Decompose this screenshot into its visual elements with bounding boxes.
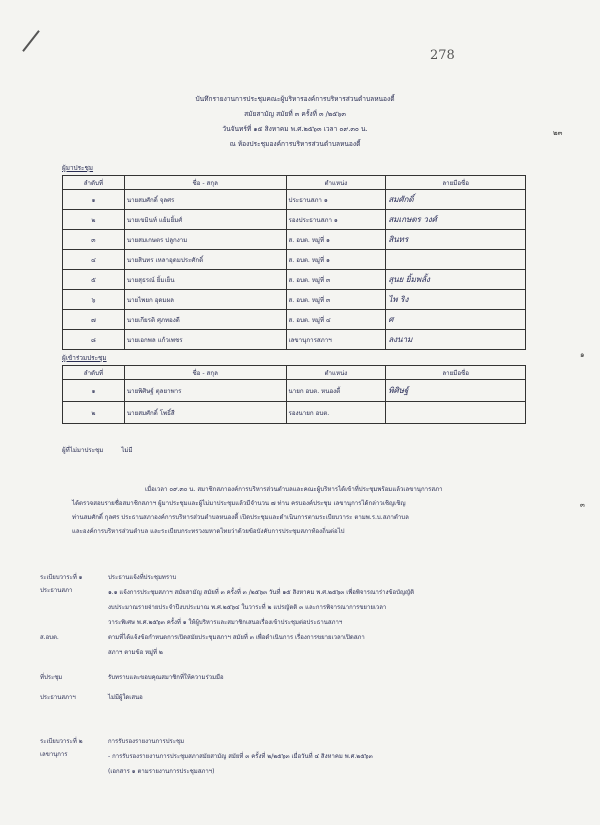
agenda-body-5: ตามที่ได้แจ้งข้อกำหนดการเปิดสมัยประชุมสภาฯ สมัยที่ ๓ เพื่อดำเนินการ เรื่องการขยายเวลาเปิดสภา: [108, 634, 365, 641]
col-header-position: ตำแหน่ง: [286, 366, 386, 380]
row-signature: ลงนาม: [386, 330, 526, 350]
row-position: รองนายก อบต.: [286, 402, 386, 424]
opening-line-3: ท่านสมศักดิ์ กุลศร ประธานสภาองค์การบริหารส่วนตำบลหนองตี้ เปิดประชุมและดำเนินการตามระเบียบวาระ ตามพ.ร.บ.สภาตำบล: [72, 514, 409, 521]
table-row: [63, 310, 526, 330]
row-signature: สินทร: [386, 230, 526, 250]
table-row: [63, 330, 526, 350]
row-signature: [386, 402, 526, 424]
agenda-left-9: ระเบียบวาระที่ ๒: [40, 738, 83, 745]
row-position: รองประธานสภา ๑: [286, 210, 386, 230]
agenda-body-9: การรับรองรายงานการประชุม: [108, 738, 185, 745]
row-signature: สุนย ยิ้มพลั้ง: [386, 270, 526, 290]
col-header-position: ตำแหน่ง: [286, 176, 386, 190]
row-no: ๗: [63, 310, 125, 330]
row-position: ส. อบต. หมู่ที่ ๓: [286, 270, 386, 290]
row-name: นายสมศักดิ์ จุลศร: [124, 190, 286, 210]
doc-title-line1: บันทึกรายงานการประชุมคณะผู้บริหารองค์การบริหารส่วนตำบลหนองตี้: [195, 95, 395, 103]
row-name: นายสมเกษตร ปลูกงาม: [124, 230, 286, 250]
row-signature: ไพ ริง: [386, 290, 526, 310]
absent-row: [62, 445, 133, 455]
table-row: [63, 190, 526, 210]
row-position: ส. อบต. หมู่ที่ ๓: [286, 290, 386, 310]
absent-value: ไม่มี: [121, 447, 133, 454]
table-row: [63, 230, 526, 250]
row-no: ๓: [63, 230, 125, 250]
doc-title-line4: ณ ห้องประชุมองค์การบริหารส่วนตำบลหนองตี้: [229, 140, 361, 148]
opening-line-2: ได้ตรวจสอบรายชื่อสมาชิกสภาฯ ผู้มาประชุมและผู้ไม่มาประชุมแล้วมีจำนวน ๗ ท่าน ครบองค์ประชุม เลขานุการได้กล่าวเชิญเชิญ: [72, 500, 406, 507]
agenda-left-1: ระเบียบวาระที่ ๑: [40, 574, 83, 581]
row-position: ส. อบต. หมู่ที่ ๔: [286, 310, 386, 330]
participants-header-row: [63, 366, 526, 380]
attendees-label: ผู้มาประชุม: [62, 164, 94, 172]
opening-line-1: เมื่อเวลา ๐๙.๓๐ น. สมาชิกสภาองค์การบริหารส่วนตำบลและคณะผู้บริหารได้เข้าที่ประชุมพร้อมแล้วเลขานุการสภา: [145, 486, 443, 493]
agenda-body-11: (เอกสาร ๑ ตามรายงานการประชุมสภาฯ): [108, 768, 215, 775]
agenda-body-2: ๑.๑ แจ้งการประชุมสภาฯ สมัยสามัญ สมัยที่ ๓ ครั้งที่ ๓ /๒๕๖๓ วันที่ ๑๕ สิงหาคม พ.ศ.๒๕๖๓ เพื่อพิจารณาร่างข้อบัญญัติ: [108, 589, 415, 596]
edge-mark-mid: ๑: [580, 351, 585, 359]
agenda-left2-9: เลขานุการ: [40, 751, 68, 758]
doc-title-line2: สมัยสามัญ สมัยที่ ๓ ครั้งที่ ๓ /๒๕๖๓: [244, 110, 346, 118]
row-position: ส. อบต. หมู่ที่ ๑: [286, 250, 386, 270]
table-row: [63, 210, 526, 230]
pen-stroke-mark: [22, 30, 40, 52]
table-row: [63, 380, 526, 402]
row-name: นายเกียรติ ศุภทองดี: [124, 310, 286, 330]
row-position: เลขานุการสภาฯ: [286, 330, 386, 350]
agenda-body-6: สภาฯ ตามข้อ หมู่ที่ ๒: [108, 649, 163, 656]
row-position: นายก อบต. หนองตี้: [286, 380, 386, 402]
edge-mark-low: ๓: [580, 501, 585, 509]
row-no: ๒: [63, 210, 125, 230]
row-no: ๑: [63, 190, 125, 210]
agenda-left2-5: ส.อบต.: [40, 634, 59, 641]
agenda-body-1: ประธานแจ้งที่ประชุมทราบ: [108, 574, 177, 581]
row-name: นายเอกพล แก้วเพชร: [124, 330, 286, 350]
agenda-body-4: วาระพิเศษ พ.ศ.๒๕๖๓ ครั้งที่ ๑ ให้ผู้บริหารและสมาชิกเสนอเรื่องเข้าประชุมต่อประธานสภาฯ: [108, 619, 343, 626]
row-position: ส. อบต. หมู่ที่ ๑: [286, 230, 386, 250]
attendees-table: [62, 175, 526, 350]
agenda-left2-7: ที่ประชุม: [40, 674, 63, 681]
agenda-body-7: รับทราบและขอบคุณสมาชิกที่ให้ความร่วมมือ: [108, 674, 224, 681]
row-name: นายเขมินท์ แย้มยิ้มศ์: [124, 210, 286, 230]
row-name: นายพิศิษฐ์ ตุลยาพาร: [124, 380, 286, 402]
row-name: นายไพยก อุดมผล: [124, 290, 286, 310]
row-no: ๕: [63, 270, 125, 290]
col-header-name: ชื่อ - สกุล: [124, 366, 286, 380]
edge-mark-top: ๒๓: [553, 129, 563, 137]
agenda-body-10: - การรับรองรายงานการประชุมสภาสมัยสามัญ สมัยที่ ๓ ครั้งที่ ๒/๒๕๖๓ เมื่อวันที่ ๔ สิงหาคม พ.ศ.๒๕๖๓: [108, 753, 373, 760]
row-signature: ศ: [386, 310, 526, 330]
row-no: ๘: [63, 330, 125, 350]
row-name: นายสมศักดิ์ โพธิ์สี: [124, 402, 286, 424]
row-no: ๑: [63, 380, 125, 402]
table-row: [63, 270, 526, 290]
col-header-no: ลำดับที่: [63, 366, 125, 380]
absent-label: ผู้ที่ไม่มาประชุม: [62, 447, 104, 454]
agenda-body-8: ไม่มีผู้ใดเสนอ: [108, 694, 143, 701]
table-row: [63, 402, 526, 424]
row-no: ๔: [63, 250, 125, 270]
row-signature: สมศักดิ์: [386, 190, 526, 210]
row-no: ๒: [63, 402, 125, 424]
row-signature: พิศิษฐ์: [386, 380, 526, 402]
row-name: นายสุธรณ์ ยิ้มเย็น: [124, 270, 286, 290]
agenda-left2-8: ประธานสภาฯ: [40, 694, 76, 701]
participants-table: [62, 365, 526, 424]
col-header-signature: ลายมือชื่อ: [386, 366, 526, 380]
row-signature: สมเกษตร วงศ์: [386, 210, 526, 230]
row-no: ๖: [63, 290, 125, 310]
table-row: [63, 290, 526, 310]
page-number: 278: [430, 48, 455, 63]
attendees-header-row: [63, 176, 526, 190]
row-position: ประธานสภา ๑: [286, 190, 386, 210]
col-header-no: ลำดับที่: [63, 176, 125, 190]
col-header-signature: ลายมือชื่อ: [386, 176, 526, 190]
opening-line-4: และองค์การบริหารส่วนตำบล และระเบียบกระทรวงมหาดไทยว่าด้วยข้อบังคับการประชุมสภาท้องถิ่นต่อไป: [72, 528, 345, 535]
col-header-name: ชื่อ - สกุล: [124, 176, 286, 190]
table-row: [63, 250, 526, 270]
doc-title-line3: วันจันทร์ที่ ๑๕ สิงหาคม พ.ศ.๒๕๖๓ เวลา ๐๙.๓๐ น.: [222, 125, 368, 133]
row-name: นายสินทร เหลาอุดมประศักดิ์: [124, 250, 286, 270]
row-signature: [386, 250, 526, 270]
agenda-body-3: งบประมาณรายจ่ายประจำปีงบประมาณ พ.ศ.๒๕๖๔ ในวาระที่ ๒ แปรญัตติ ๓ และการพิจารณาการขยายเวลา: [108, 604, 387, 611]
participants-label: ผู้เข้าร่วมประชุม: [62, 354, 107, 362]
agenda-left2-1: ประธานสภา: [40, 587, 73, 594]
